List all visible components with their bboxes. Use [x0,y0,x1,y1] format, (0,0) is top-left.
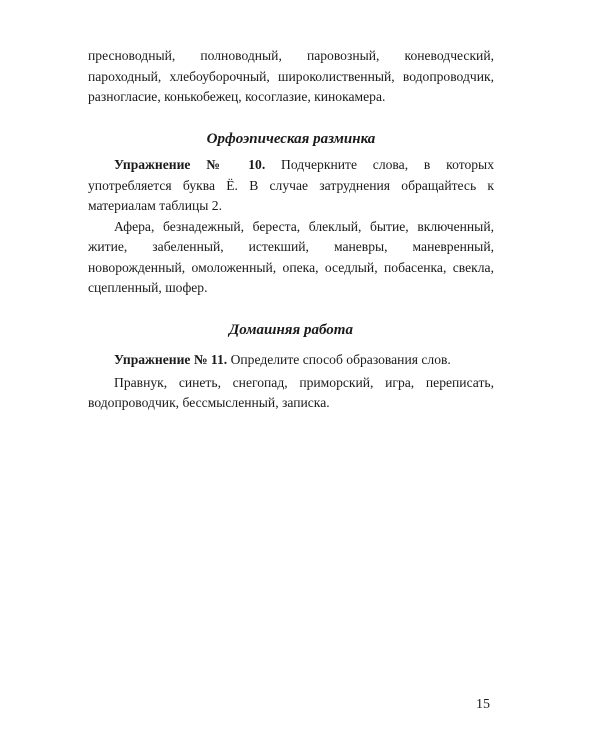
exercise-11-word-list: Правнук, синеть, снегопад, приморский, игра, переписать, водопроводчик, бессмысленный, записка. [88,374,494,410]
page-content [88,46,494,414]
exercise-10-instruction: Подчеркните слова, в которых употребляется буква Ё. В случае затруднения обращайтесь к материалам таблицы 2. [88,157,494,213]
exercise-11-label: Упражнение № 11. [114,352,228,367]
intro-word-list: пресноводный, полноводный, паровозный, коневодческий, пароходный, хлебоуборочный, широколиственный, водопроводчик, разногласие, конькобежец, косоглазие, кинокамера. [88,48,494,104]
exercise-10-task [88,155,494,217]
exercise-10-label: Упражнение № 10. [114,157,266,172]
exercise-10-word-list: Афера, безнадежный, береста, блеклый, бытие, включенный, житие, забеленный, истекший, маневры, маневренный, новорожденный, омоложенный, опека, оседлый, побасенка, свекла, сцепленный, шофер. [88,218,494,295]
section-heading-homework: Домашняя работа [229,321,353,338]
page-number: 15 [476,697,490,712]
section-heading-orthoepic-warmup: Орфоэпическая разминка [206,130,376,147]
exercise-11-task [88,350,494,371]
exercise-11-instruction: Определите способ образования слов. [227,352,451,367]
